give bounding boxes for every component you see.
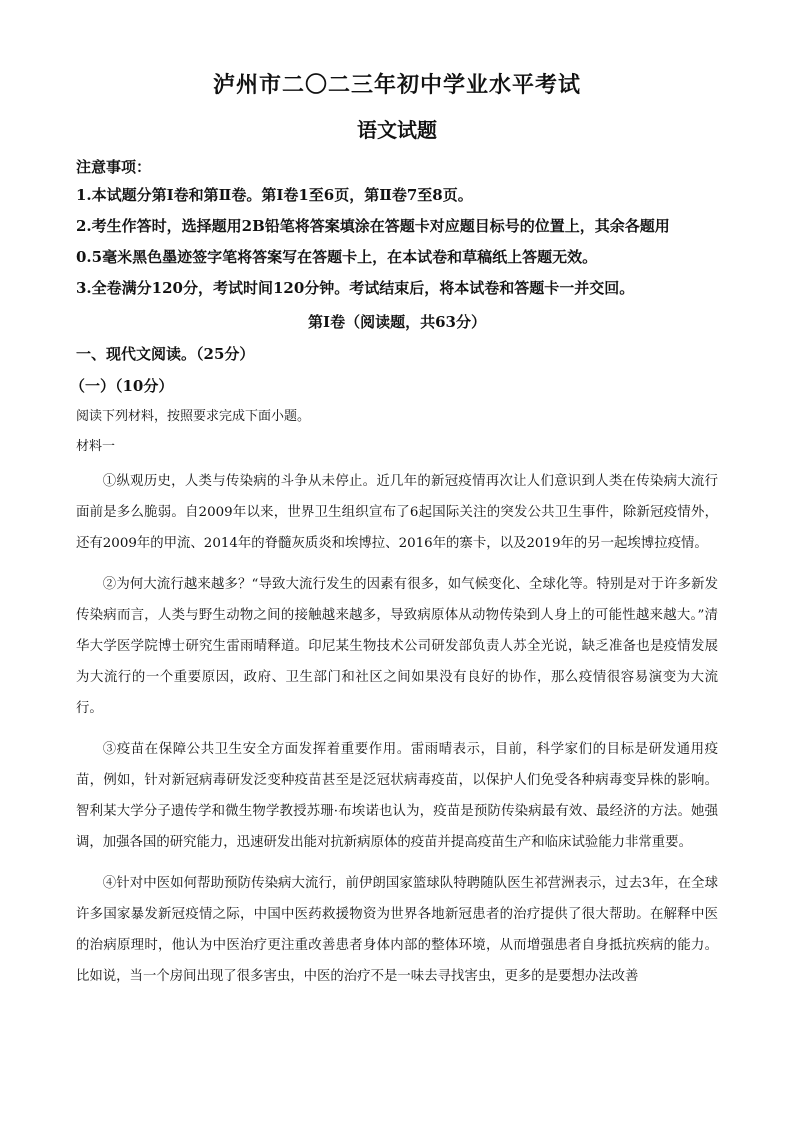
paragraph-2: ②为何大流行越来越多？“导致大流行发生的因素有很多，如气候变化、全球化等。特别是对于许多新发传染病而言，人类与野生动物之间的接触越来越多，导致病原体从动物传染到人身上的可能性越来越大。”清华大学医学院博士研究生雷雨晴释道。印尼某生物技术公司研发部负责人苏全光说，缺乏准备也是疫情发展为大流行的一个重要原因，政府、卫生部门和社区之间如果没有良好的协作，那么疫情很容易演变为大流行。 xyxy=(76,577,718,716)
notice-item-1: 1.本试题分第Ⅰ卷和第Ⅱ卷。第Ⅰ卷1至6页，第Ⅱ卷7至8页。 xyxy=(76,186,473,204)
paragraph-1: ①纵观历史，人类与传染病的斗争从未停止。近几年的新冠疫情再次让人们意识到人类在传染病大流行面前是多么脆弱。自2009年以来，世界卫生组织宣布了6起国际关注的突发公共卫生事件，除新冠疫情外，还有2009年的甲流、2014年的脊髓灰质炎和埃博拉、2016年的寨卡，以及2019年的另一起埃博拉疫情。 xyxy=(76,474,718,551)
part1-title: 第Ⅰ卷（阅读题，共63分） xyxy=(308,313,486,331)
notice-heading: 注意事项： xyxy=(76,158,152,176)
exam-title: 泸州市二〇二三年初中学业水平考试 xyxy=(212,72,581,98)
exam-subtitle: 语文试题 xyxy=(357,118,437,142)
notice-item-2-continued: 0.5毫米黑色墨迹签字笔将答案写在答题卡上，在本试卷和草稿纸上答题无效。 xyxy=(76,248,598,266)
notice-item-2: 2.考生作答时，选择题用2B铅笔将答案填涂在答题卡对应题目标号的位置上，其余各题用 xyxy=(76,217,670,235)
notice-item-3: 3.全卷满分120分，考试时间120分钟。考试结束后，将本试卷和答题卡一并交回。 xyxy=(76,279,635,297)
paragraph-4: ④针对中医如何帮助预防传染病大流行，前伊朗国家篮球队特聘随队医生祁营洲表示，过去3年，在全球许多国家暴发新冠疫情之际，中国中医药救援物资为世界各地新冠患者的治疗提供了很大帮助。在解释中医的治病原理时，他认为中医治疗更注重改善患者身体内部的整体环境，从而增强患者自身抵抗疾病的能力。比如说，当一个房间出现了很多害虫，中医的治疗不是一味去寻找害虫，更多的是要想办法改善 xyxy=(76,876,718,984)
section1-heading: 一、现代文阅读。（25分） xyxy=(76,345,255,363)
subsection1-heading: （一）（10分） xyxy=(70,377,174,395)
material-label: 材料一 xyxy=(76,439,116,454)
paragraph-3: ③疫苗在保障公共卫生安全方面发挥着重要作用。雷雨晴表示，目前，科学家们的目标是研发通用疫苗，例如，针对新冠病毒研发泛变种疫苗甚至是泛冠状病毒疫苗，以保护人们免受各种病毒变异株的影响。智利某大学分子遗传学和微生物学教授苏珊·布埃诺也认为，疫苗是预防传染病最有效、最经济的方法。她强调，加强各国的研究能力，迅速研发出能对抗新病原体的疫苗并提高疫苗生产和临床试验能力非常重要。 xyxy=(76,742,718,850)
notice-section xyxy=(76,154,718,304)
material-body xyxy=(76,466,718,992)
reading-instruction: 阅读下列材料，按照要求完成下面小题。 xyxy=(76,409,311,424)
